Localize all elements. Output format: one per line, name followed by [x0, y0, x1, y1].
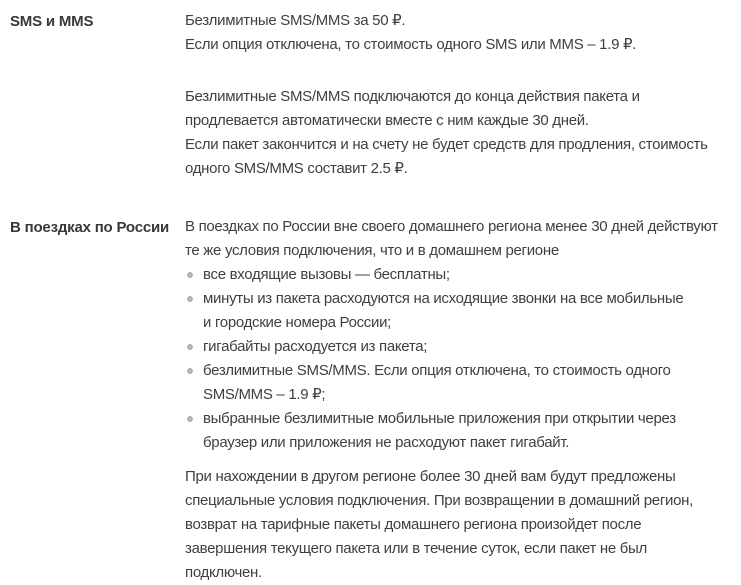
- section-travel-russia: [10, 215, 741, 585]
- text-line: Безлимитные SMS/MMS подключаются до конца действия пакета и: [185, 88, 640, 105]
- list-item-text: [203, 287, 741, 335]
- list-item: [185, 407, 741, 455]
- list-item: [185, 359, 741, 407]
- text-line: одного SMS/MMS составит 2.5 ₽.: [185, 160, 408, 177]
- bullet-list: [185, 263, 741, 455]
- text-line: гигабайты расходуется из пакета;: [203, 338, 428, 355]
- paragraph: [185, 215, 741, 263]
- paragraph: [185, 85, 741, 181]
- paragraph: [185, 465, 741, 585]
- bullet-icon: [187, 416, 193, 422]
- text-line: завершения текущего пакета или в течение суток, если пакет не был: [185, 540, 647, 557]
- text-line: Если пакет закончится и на счету не будет средств для продления, стоимость: [185, 136, 708, 153]
- section-content: [185, 9, 741, 181]
- text-line: те же условия подключения, что и в домашнем регионе: [185, 242, 559, 259]
- list-item-text: [203, 263, 741, 287]
- text-line: и городские номера России;: [203, 314, 392, 331]
- list-item-text: [203, 335, 741, 359]
- text-line: возврат на тарифные пакеты домашнего региона произойдет после: [185, 516, 642, 533]
- section-label: В поездках по России: [10, 219, 170, 236]
- list-item: [185, 287, 741, 335]
- text-line: При нахождении в другом регионе более 30 дней вам будут предложены: [185, 468, 676, 485]
- section-content: [185, 215, 741, 585]
- text-line: безлимитные SMS/MMS. Если опция отключена, то стоимость одного: [203, 362, 671, 379]
- section-label: SMS и MMS: [10, 13, 94, 30]
- text-line: Безлимитные SMS/MMS за 50 ₽.: [185, 12, 406, 29]
- bullet-icon: [187, 296, 193, 302]
- text-line: продлевается автоматически вместе с ним каждые 30 дней.: [185, 112, 589, 129]
- list-item-text: [203, 407, 741, 455]
- bullet-icon: [187, 368, 193, 374]
- bullet-icon: [187, 344, 193, 350]
- text-line: браузер или приложения не расходуют пакет гигабайт.: [203, 434, 570, 451]
- paragraph: [185, 9, 741, 57]
- list-item: [185, 335, 741, 359]
- text-line: минуты из пакета расходуются на исходящие звонки на все мобильные: [203, 290, 684, 307]
- bullet-icon: [187, 272, 193, 278]
- text-line: подключен.: [185, 564, 262, 581]
- text-line: все входящие вызовы — бесплатны;: [203, 266, 450, 283]
- section-sms-mms: [10, 9, 741, 181]
- text-line: В поездках по России вне своего домашнего региона менее 30 дней действуют: [185, 218, 718, 235]
- list-item: [185, 263, 741, 287]
- text-line: Если опция отключена, то стоимость одного SMS или MMS – 1.9 ₽.: [185, 36, 637, 53]
- list-item-text: [203, 359, 741, 407]
- text-line: выбранные безлимитные мобильные приложения при открытии через: [203, 410, 676, 427]
- text-line: SMS/MMS – 1.9 ₽;: [203, 386, 326, 403]
- text-line: специальные условия подключения. При возвращении в домашний регион,: [185, 492, 693, 509]
